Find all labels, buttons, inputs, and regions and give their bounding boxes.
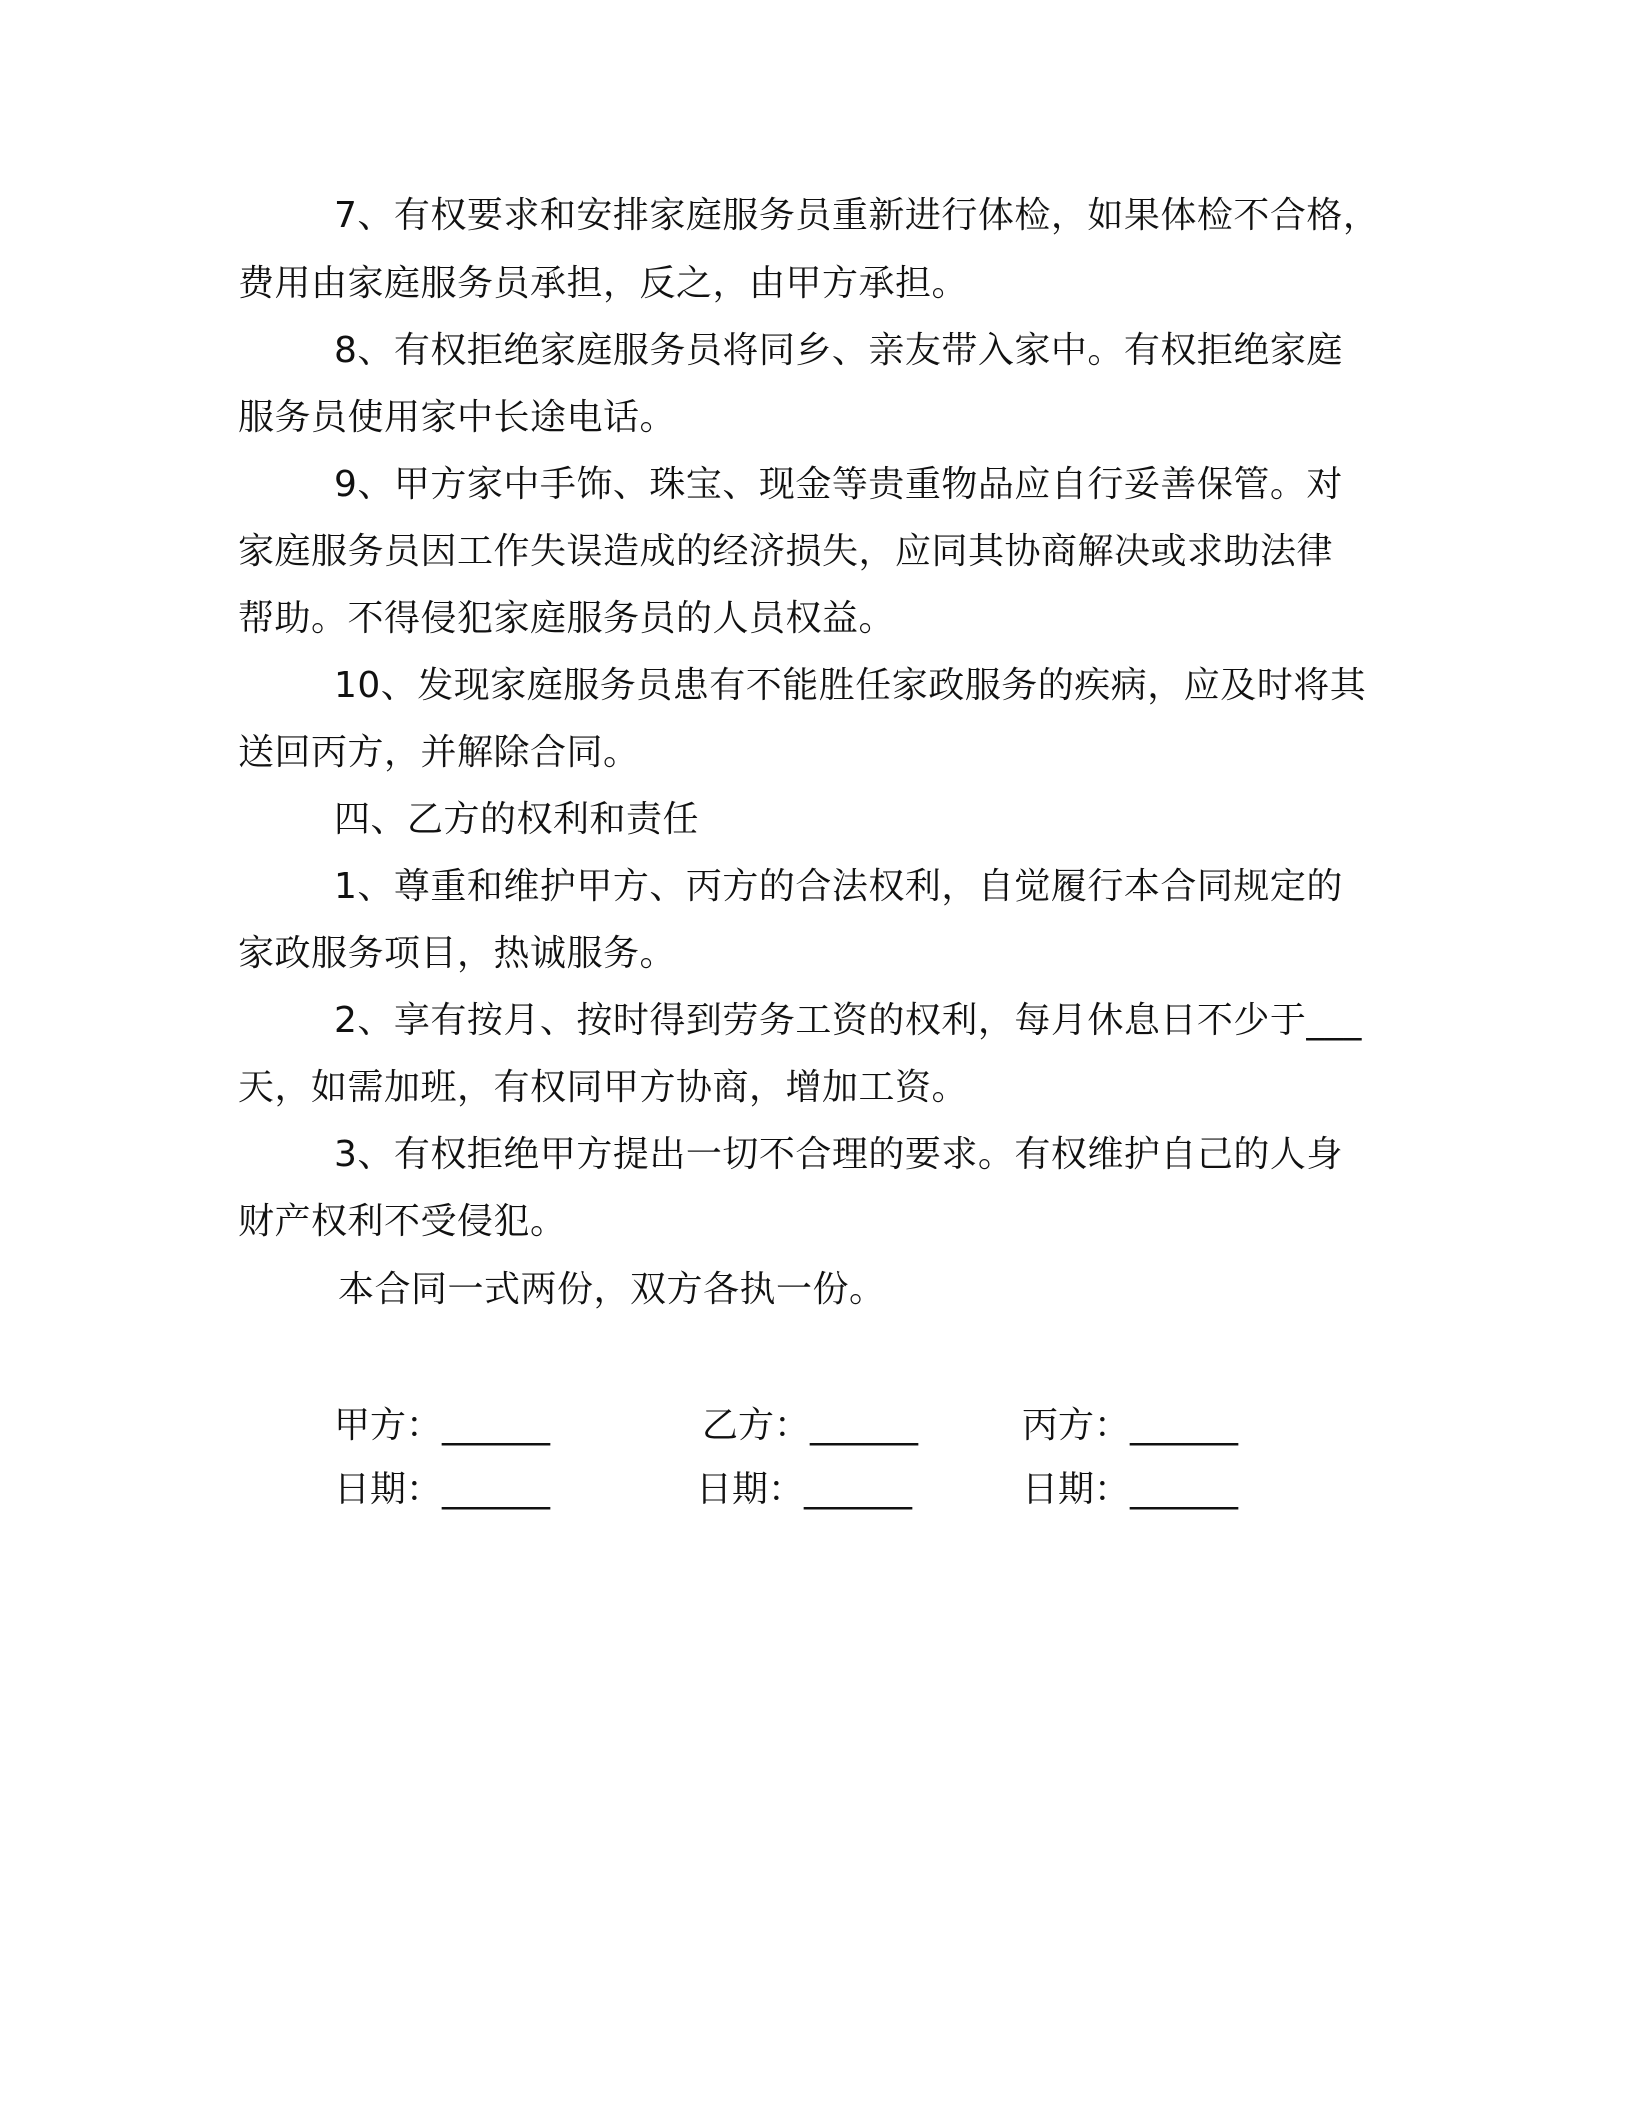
party-b-label: 乙方： bbox=[702, 1405, 811, 1446]
party-a-signature bbox=[334, 1404, 550, 1448]
party-a-blank: ______ bbox=[442, 1405, 551, 1446]
date-c bbox=[1022, 1468, 1238, 1512]
clause-b2-line-1: 2、享有按月、按时得到劳务工资的权利，每月休息日不少于___ bbox=[334, 1000, 1362, 1041]
clause-b1-line-1: 1、尊重和维护甲方、丙方的合法权利，自觉履行本合同规定的 bbox=[334, 866, 1343, 907]
clause-9-line-1: 9、甲方家中手饰、珠宝、现金等贵重物品应自行妥善保管。对 bbox=[334, 464, 1343, 505]
clause-7-line-1: 7、有权要求和安排家庭服务员重新进行体检，如果体检不合格， bbox=[334, 195, 1380, 236]
clause-7-line-2: 费用由家庭服务员承担，反之，由甲方承担。 bbox=[238, 263, 969, 304]
date-a bbox=[334, 1468, 550, 1512]
date-a-blank: ______ bbox=[442, 1469, 551, 1510]
party-b-signature bbox=[702, 1404, 918, 1448]
party-c-signature bbox=[1022, 1404, 1238, 1448]
closing-statement: 本合同一式两份，双方各执一份。 bbox=[338, 1269, 886, 1310]
date-c-label: 日期： bbox=[1022, 1469, 1131, 1510]
date-b-label: 日期： bbox=[696, 1469, 805, 1510]
clause-10-line-1: 10、发现家庭服务员患有不能胜任家政服务的疾病，应及时将其 bbox=[334, 665, 1367, 706]
clause-9-line-2: 家庭服务员因工作失误造成的经济损失，应同其协商解决或求助法律 bbox=[238, 531, 1334, 572]
date-a-label: 日期： bbox=[334, 1469, 443, 1510]
clause-b2-line-2: 天，如需加班，有权同甲方协商，增加工资。 bbox=[238, 1067, 969, 1108]
party-b-blank: ______ bbox=[810, 1405, 919, 1446]
party-c-label: 丙方： bbox=[1022, 1405, 1131, 1446]
date-b-blank: ______ bbox=[804, 1469, 913, 1510]
date-c-blank: ______ bbox=[1130, 1469, 1239, 1510]
clause-8-line-1: 8、有权拒绝家庭服务员将同乡、亲友带入家中。有权拒绝家庭 bbox=[334, 330, 1343, 371]
clause-b1-line-2: 家政服务项目，热诚服务。 bbox=[238, 933, 677, 974]
clause-b3-line-1: 3、有权拒绝甲方提出一切不合理的要求。有权维护自己的人身 bbox=[334, 1134, 1343, 1175]
clause-8-line-2: 服务员使用家中长途电话。 bbox=[238, 397, 677, 438]
party-c-blank: ______ bbox=[1130, 1405, 1239, 1446]
clause-b3-line-2: 财产权利不受侵犯。 bbox=[238, 1201, 567, 1242]
date-b bbox=[696, 1468, 912, 1512]
signature-row bbox=[0, 1404, 1632, 1454]
clause-10-line-2: 送回丙方，并解除合同。 bbox=[238, 732, 640, 773]
date-row bbox=[0, 1468, 1632, 1518]
section-heading-4: 四、乙方的权利和责任 bbox=[334, 799, 700, 840]
party-a-label: 甲方： bbox=[334, 1405, 443, 1446]
clause-9-line-3: 帮助。不得侵犯家庭服务员的人员权益。 bbox=[238, 598, 896, 639]
